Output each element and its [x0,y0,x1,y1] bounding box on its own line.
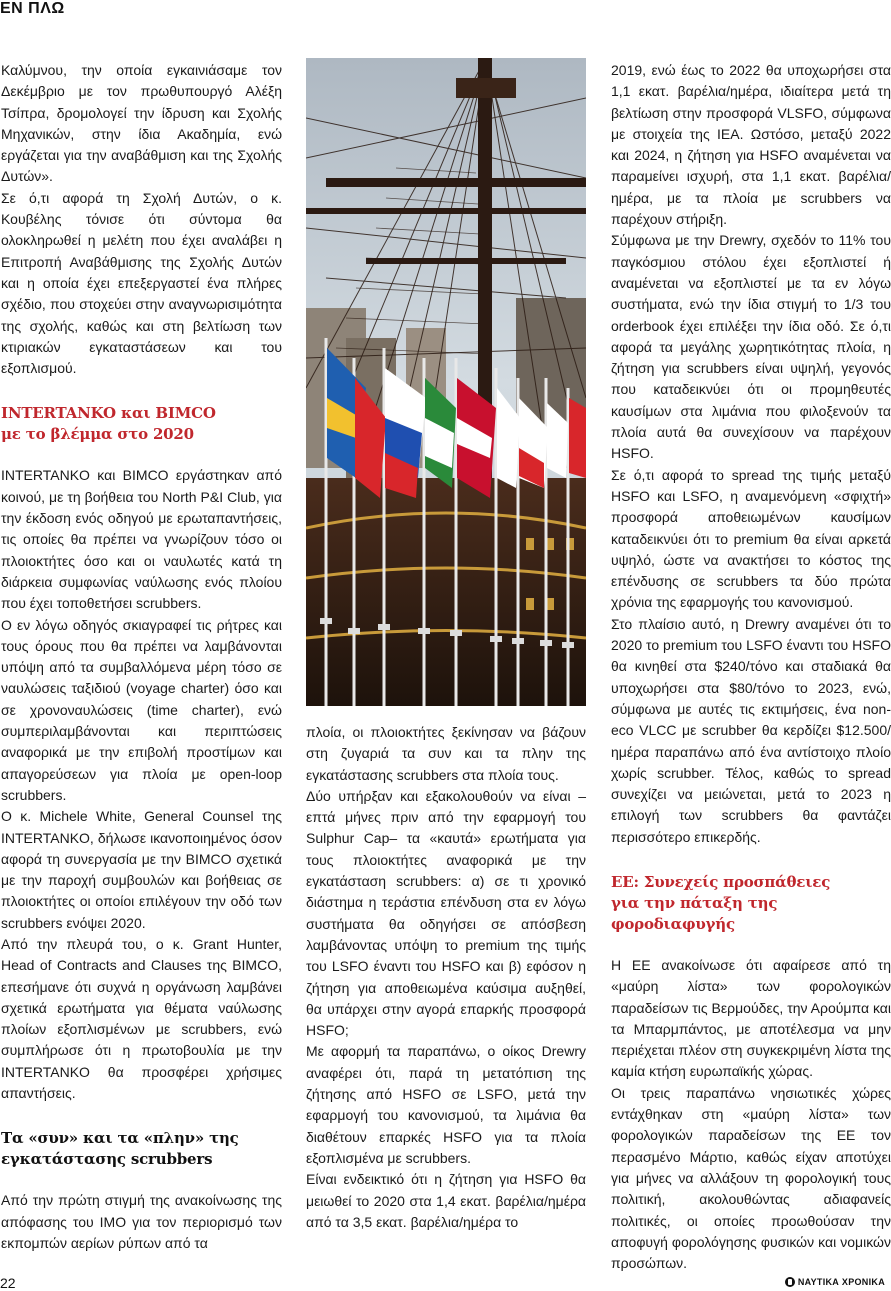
publication-name [785,1276,885,1288]
article-column-2 [306,722,586,1233]
page-number: 22 [0,1275,16,1291]
heading-line: με το βλέμμα στο 2020 [1,425,194,444]
paragraph: Ο κ. Michele White, General Counsel της INTERTANKO, δήλωσε ικανοποιημένος όσον αφορά τη συνεργασία με την BIMCO σχετικά με την παροχή συμβουλών και βοήθειας σε πλοιοκτήτες οι οποίοι επιλέγουν την οδό των scrubbers ενόψει 2020. [1,808,282,931]
publication-label: ΝΑΥΤΙΚΑ ΧΡΟΝΙΚΑ [797,1277,885,1287]
paragraph: Καλύμνου, την οποία εγκαινιάσαμε τον Δεκέμβριο με τον πρωθυπουργό Αλέξη Τσίπρα, δρομολογεί την ίδρυση και Σχολής Μηχανικών, στην ίδια Ακαδημία, ενώ εργάζεται για την αναβάθμιση και της Σχολής Δυτών». [1,62,282,185]
paragraph: 2019, ενώ έως το 2022 θα υποχωρήσει στα 1,1 εκατ. βαρέλια/ημέρα, ιδιαίτερα μετά τη βελτίωση στην προσφορά VLSFO, σύμφωνα με στοιχεία της IEA. Ωστόσο, μεταξύ 2022 και 2024, η ζήτηση για HSFO αναμένεται να παραμείνει ισχυρή, στα 1,1 εκατ. βαρέλια/ημέρα, με τα πλοία με scrubbers να παρέχουν στήριξη. [611,62,891,228]
paragraph: Στο πλαίσιο αυτό, η Drewry αναμένει ότι το 2020 το premium του LSFO έναντι του HSFO θα κινηθεί στα $240/τόνο και σταδιακά θα υποχωρήσει στα $80/τόνο το 2023, ενώ, σύμφωνα με αυτές τις εκτιμήσεις, ένα non-eco VLCC με scrubber θα κερδίζει $12.500/ημέρα παραπάνω από ένα αντίστοιχο πλοίο χωρίς scrubber. Τέλος, καθώς το spread συνεχίζει να μειώνεται, μετά το 2023 η επιλογή των scrubbers θα φαντάζει περισσότερο επικερδής. [611,615,891,845]
section-heading-intertanko-bimco [1,403,282,445]
article-column-3 [611,60,891,1274]
paragraph: INTERTANKO και BIMCO εργάστηκαν από κοινού, με τη βοήθεια του North P&I Club, για την έκδοση ενός οδηγού με ερωταπαντήσεις, τις οποίες θα πρέπει να γνωρίζουν τόσο οι πλοιοκτήτες όσο και οι ναυλωτές κατά τη διάρκεια συμφωνίας ναύλωσης ενός πλοίου που έχει τοποθετήσει scrubbers. [1,467,282,612]
paragraph: Με αφορμή τα παραπάνω, ο οίκος Drewry αναφέρει ότι, παρά τη μετατόπιση της ζήτησης από HSFO σε LSFO, μετά την εφαρμογή του κανονισμού, τα λιμάνια θα διαθέτουν επαρκές HSFO για τα πλοία εξοπλισμένα με scrubbers. [306,1043,586,1166]
section-heading-eu-tax [611,872,891,935]
paragraph: Σε ό,τι αφορά τη Σχολή Δυτών, ο κ. Κουβέλης τόνισε ότι σύντομα θα ολοκληρωθεί η μελέτη που έχει αναλάβει η Επιτροπή Αναβάθμισης της Σχολής Δυτών και η οποία έχει επεξεργαστεί ένα πλήρες σχέδιο, που στοχεύει στην αναγνωρισιμότητα της σχολής, καθώς και στη βελτίωση των κτιριακών εγκαταστάσεων και του εξοπλισμού. [1,189,282,377]
paragraph: Η ΕΕ ανακοίνωσε ότι αφαίρεσε από τη «μαύρη λίστα» των φορολογικών παραδείσων τις Βερμούδες, την Αρούμπα και τα Μπαρμπάντος, με αποτέλεσμα να μην περιέχεται πλέον στη συγκεκριμένη λίστα της καμία κτήση ευρωπαϊκής χώρας. [611,956,891,1080]
paragraph: Οι τρεις παραπάνω νησιωτικές χώρες εντάχθηκαν στη «μαύρη λίστα» των φορολογικών παραδείσων της ΕΕ τον περασμένο Μάρτιο, καθώς είχαν αποτύχει για μήνες να αλλάξουν τη φορολογική τους πολιτική, ακολουθώντας αδιαφανείς πολιτικές, οι οποίες προωθούσαν την αποφυγή φορολόγησης φυσικών και νομικών προσώπων. [611,1084,891,1272]
paragraph: πλοία, οι πλοιοκτήτες ξεκίνησαν να βάζουν στη ζυγαριά τα συν και τα πλην της εγκατάστασης scrubbers στα πλοία τους. [306,724,586,783]
article-column-1 [1,60,282,1254]
heading-line: εγκατάστασης scrubbers [1,1150,213,1169]
paragraph: Είναι ενδεικτικό ότι η ζήτηση για HSFO θα μειωθεί το 2020 στα 1,4 εκατ. βαρέλια/ημέρα από τα 3,5 εκατ. βαρέλια/ημέρα το [306,1171,586,1230]
publication-logo-icon [785,1277,795,1287]
paragraph: Δύο υπήρξαν και εξακολουθούν να είναι –επτά μήνες πριν από την εφαρμογή του Sulphur Cap– τα «καυτά» ερωτήματα για τους πλοιοκτήτες αναφορικά με την εγκατάσταση scrubbers: α) σε τι χρονικό διάστημα η τεράστια επένδυση στα εν λόγω συστήματα θα οδηγήσει σε απόσβεση λαμβάνοντας υπόψη το premium της τιμής του LSFO έναντι του HSFO και β) εφόσον η ζήτηση για αποθειωμένα καύσιμα αυξηθεί, θα υπάρχει στην αγορά επαρκής προσφορά HSFO; [306,787,586,1039]
ship-photo [306,58,586,706]
heading-line: Τα «συν» και τα «πλην» της [1,1129,239,1148]
section-heading-scrubbers [1,1128,282,1170]
paragraph: Από την πρώτη στιγμή της ανακοίνωσης της απόφασης του IMO για τον περιορισμό των εκπομπών αερίων ρύπων από τα [1,1192,282,1251]
heading-line: για την πάταξη της φοροδιαφυγής [611,893,778,933]
heading-line: INTERTANKO και BIMCO [1,404,216,423]
heading-line: ΕΕ: Συνεχείς προσπάθειες [611,872,831,891]
paragraph: Σε ό,τι αφορά το spread της τιμής μεταξύ HSFO και LSFO, η αναμενόμενη «σφιχτή» προσφορά αποθειωμένων καυσίμων καταδεικνύει ότι το premium θα είναι αρκετά υψηλό, ώστε να ανακτήσει το κόστος της επένδυσης σε scrubbers τα δύο πρώτα χρόνια της εφαρμογής του κανονισμού. [611,466,891,611]
paragraph: Ο εν λόγω οδηγός σκιαγραφεί τις ρήτρες και τους όρους που θα πρέπει να λαμβάνονται υπόψη από τα συμβαλλόμενα μέρη τόσο σε ναυλώσεις ταξιδιού (voyage charter) όσο και σε χρονοναυλώσεις (time charter), ενώ συμπεριλαμβάνονται και περιπτώσεις αναφορικά με την επιβολή προστίμων και απαγορεύσεων για πλοία με open-loop scrubbers. [1,616,282,803]
paragraph: Σύμφωνα με την Drewry, σχεδόν το 11% του παγκόσμιου στόλου έχει εξοπλιστεί ή αναμένεται να εξοπλιστεί με τα εν λόγω συστήματα, ενώ την ίδια στιγμή το 1/3 του orderbook έχει επιλέξει την ίδια οδό. Σε ό,τι αφορά τα μεγάλης χωρητικότητας πλοία, η ζήτηση για scrubbers είναι υψηλή, γεγονός που καταδεικνύει ότι οι προμηθευτές καυσίμων στα λιμάνια που φιλοξενούν τα πλοία αυτά θα συνεχίσουν να παρέχουν HSFO. [611,232,891,462]
section-title: EN ΠΛΩ [0,0,65,17]
paragraph: Από την πλευρά του, ο κ. Grant Hunter, Head of Contracts and Clauses της BIMCO, επεσήμανε ότι συχνά η οργάνωση λαμβάνει σχετικά ερωτήματα για θέματα ναύλωσης πλοίων εξοπλισμένων με scrubbers, ενώ συμπλήρωσε ότι η πρωτοβουλία με την INTERTANKO θα προσφέρει χρήσιμες απαντήσεις. [1,935,282,1102]
